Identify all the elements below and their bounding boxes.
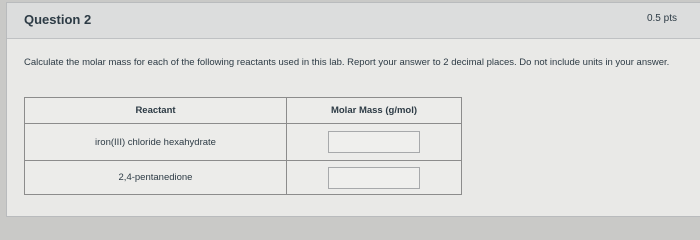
- answer-table: [24, 97, 462, 195]
- table-row: [25, 161, 461, 194]
- reactant-name: iron(III) chloride hexahydrate: [25, 124, 287, 160]
- question-card: [6, 2, 700, 217]
- question-instructions: Calculate the molar mass for each of the following reactants used in this lab. Report your answer to 2 decimal places. Do not include units in your answer.: [24, 57, 670, 68]
- molar-mass-input-pentanedione[interactable]: [328, 167, 420, 189]
- answer-cell: [287, 161, 461, 194]
- header-molar-mass: Molar Mass (g/mol): [330, 105, 418, 116]
- molar-mass-input-iron-chloride[interactable]: [328, 131, 420, 153]
- question-title: Question 2: [24, 12, 92, 27]
- header-reactant: Reactant: [25, 98, 287, 123]
- question-points: 0.5 pts: [646, 13, 677, 24]
- answer-cell: [287, 124, 461, 160]
- question-header: [7, 3, 700, 39]
- table-row: [25, 124, 461, 161]
- table-header-row: [25, 98, 461, 124]
- reactant-name: 2,4-pentanedione: [25, 161, 287, 194]
